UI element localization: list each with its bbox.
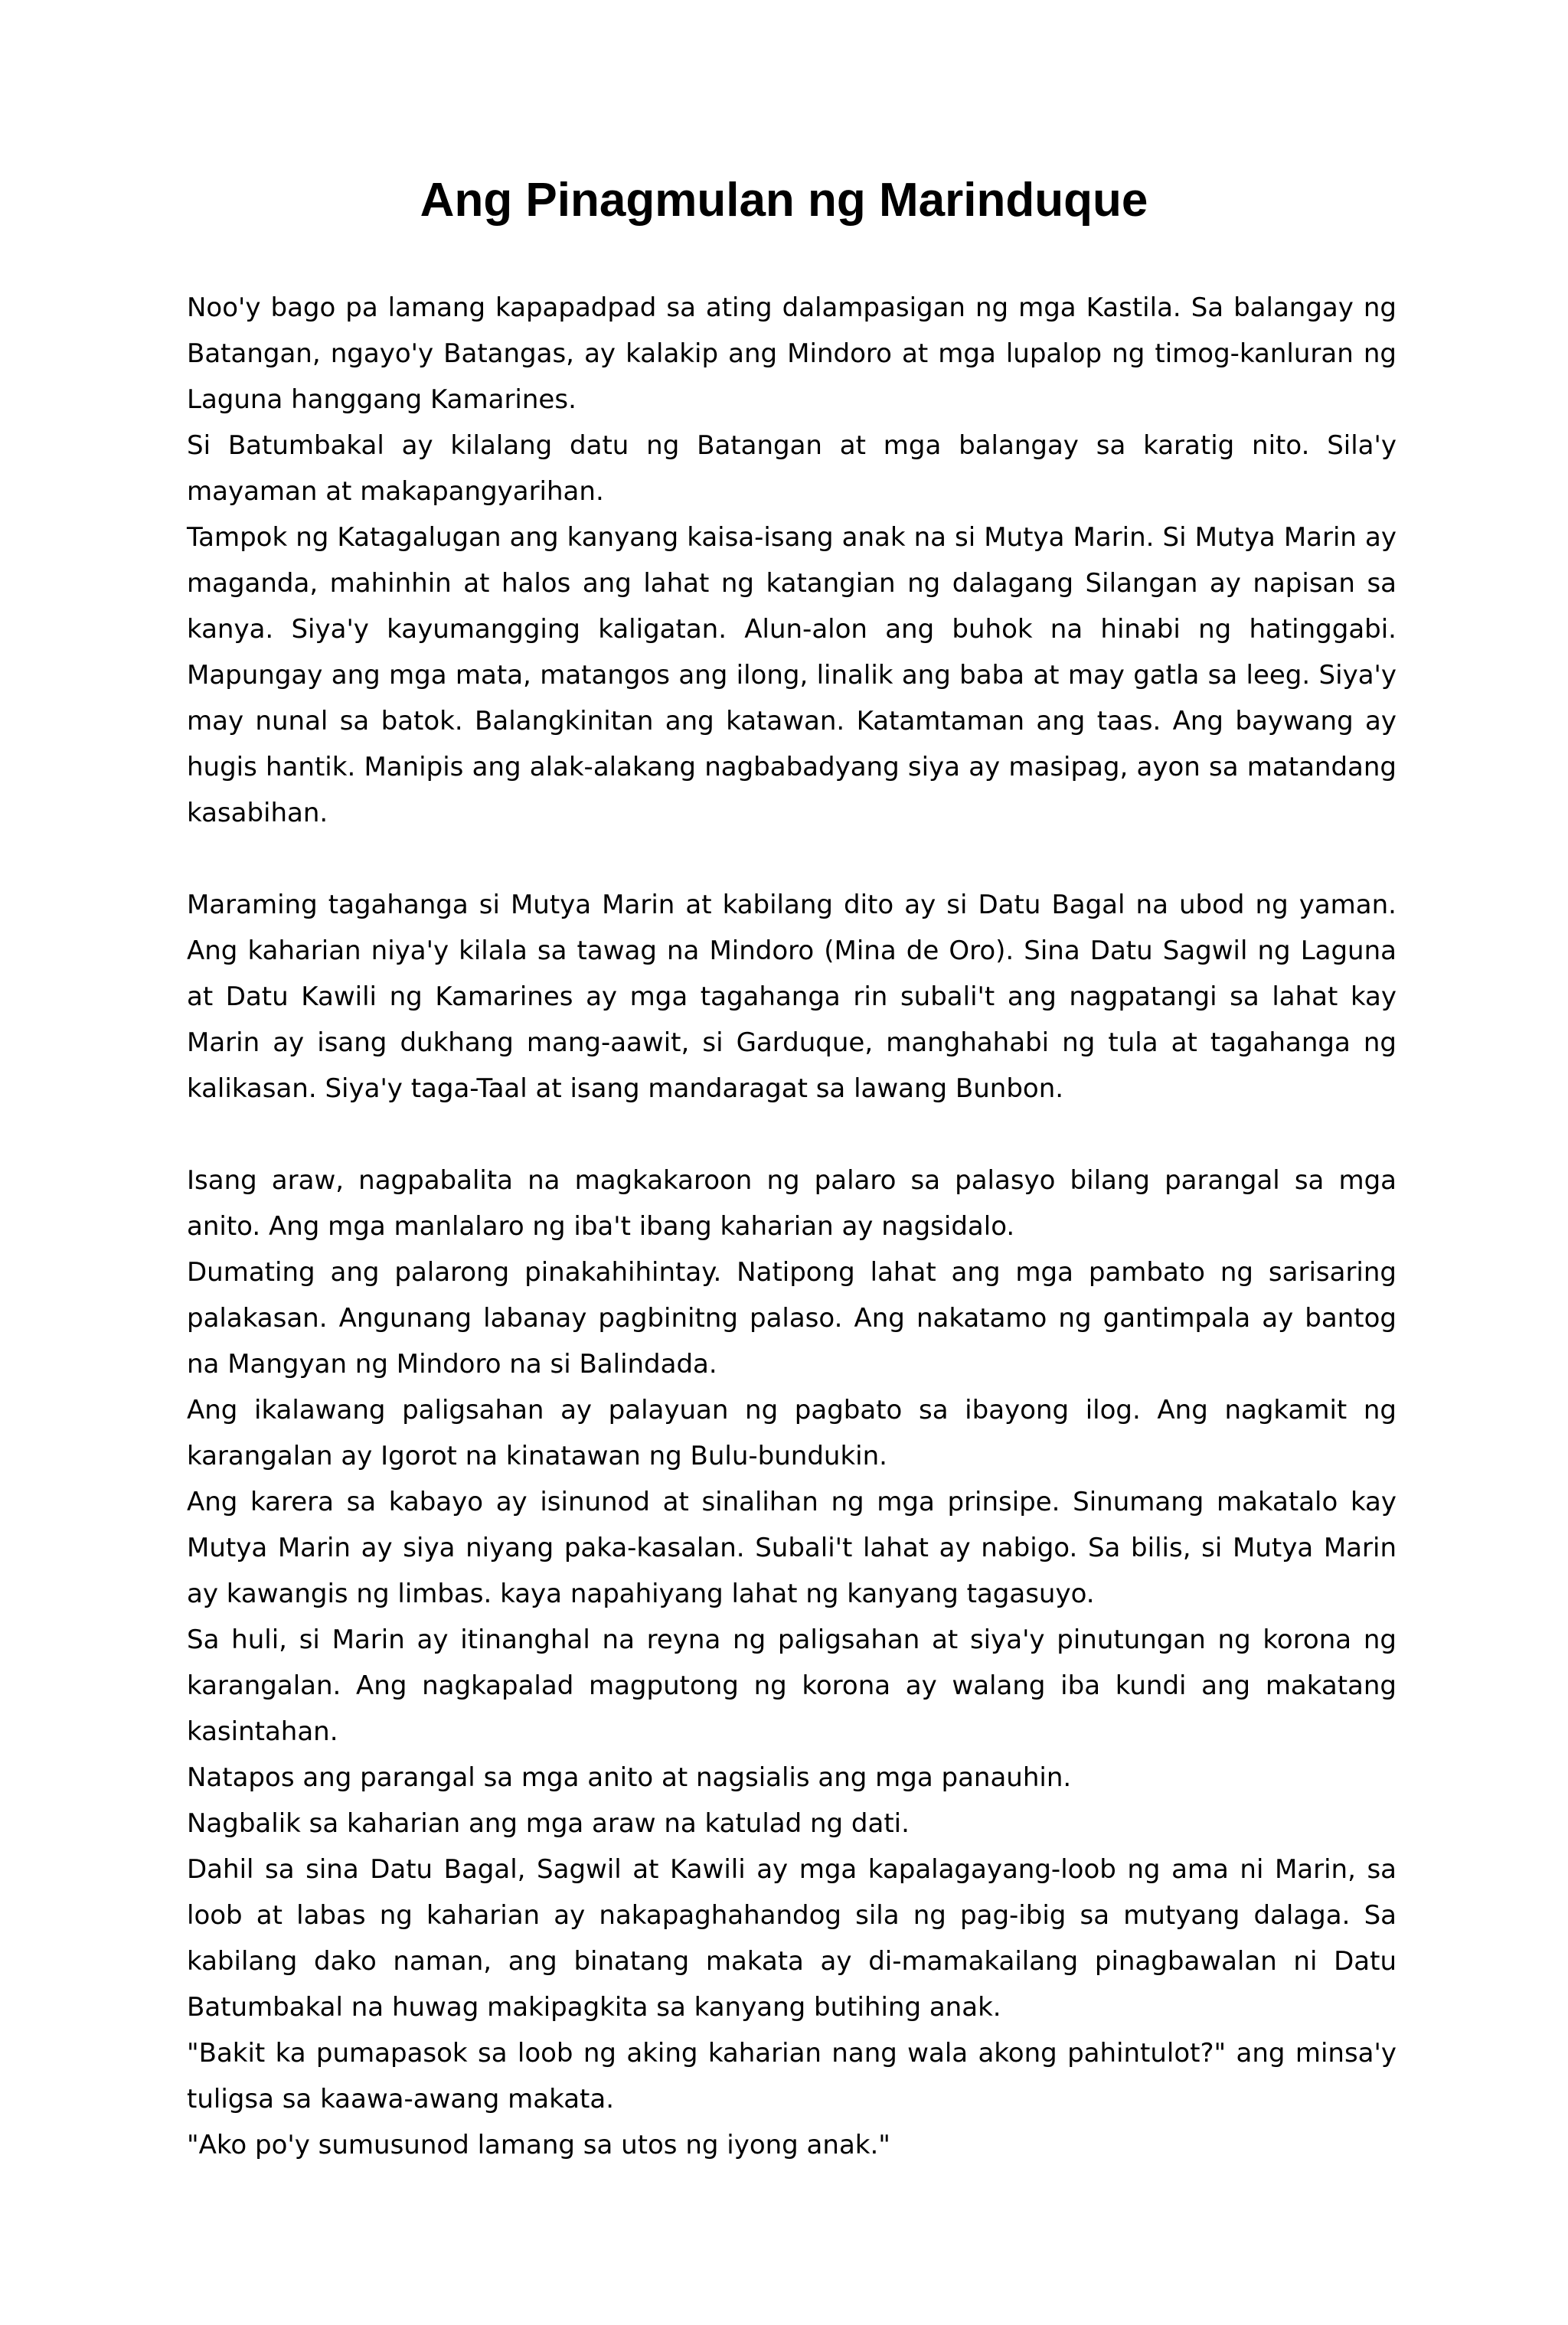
- paragraph: Isang araw, nagpabalita na magkakaroon ng palaro sa palasyo bilang parangal sa mga anito. Ang mga manlalaro ng iba't ibang kaharian ay nagsidalo.: [187, 1165, 1396, 1242]
- paragraph: Tampok ng Katagalugan ang kanyang kaisa-isang anak na si Mutya Marin. Si Mutya Marin ay maganda, mahinhin at halos ang lahat ng katangian ng dalagang Silangan ay napisan sa kanya. Siya'y kayumangging kaligatan. Alun-alon ang buhok na hinabi ng hatinggabi. Mapungay ang mga mata, matangos ang ilong, linalik ang baba at may gatla sa leeg. Siya'y may nunal sa batok. Balangkinitan ang katawan. Katamtaman ang taas. Ang baywang ay hugis hantik. Manipis ang alak-alakang nagbabadyang siya ay masipag, ayon sa matandang kasabihan.: [187, 522, 1396, 828]
- body-text: [187, 285, 1396, 2168]
- paragraph: Ang karera sa kabayo ay isinunod at sinalihan ng mga prinsipe. Sinumang makatalo kay Mutya Marin ay siya niyang paka-kasalan. Subali't lahat ay nabigo. Sa bilis, si Mutya Marin ay kawangis ng limbas. kaya napahiyang lahat ng kanyang tagasuyo.: [187, 1487, 1396, 1609]
- paragraph: Nagbalik sa kaharian ang mga araw na katulad ng dati.: [187, 1808, 910, 1839]
- paragraph-spacer: [187, 836, 1396, 882]
- paragraph: Sa huli, si Marin ay itinanghal na reyna ng paligsahan at siya'y pinutungan ng korona ng karangalan. Ang nagkapalad magputong ng korona ay walang iba kundi ang makatang kasintahan.: [187, 1625, 1396, 1747]
- paragraph: Natapos ang parangal sa mga anito at nagsialis ang mga panauhin.: [187, 1762, 1072, 1793]
- paragraph: Ang ikalawang paligsahan ay palayuan ng pagbato sa ibayong ilog. Ang nagkamit ng karangalan ay Igorot na kinatawan ng Bulu-bundukin.: [187, 1395, 1396, 1471]
- paragraph: Si Batumbakal ay kilalang datu ng Batangan at mga balangay sa karatig nito. Sila'y mayaman at makapangyarihan.: [187, 430, 1396, 507]
- paragraph: "Bakit ka pumapasok sa loob ng aking kaharian nang wala akong pahintulot?" ang minsa'y tuligsa sa kaawa-awang makata.: [187, 2038, 1396, 2114]
- paragraph-spacer: [187, 1112, 1396, 1158]
- paragraph: Dahil sa sina Datu Bagal, Sagwil at Kawili ay mga kapalagayang-loob ng ama ni Marin, sa loob at labas ng kaharian ay nakapaghahandog sila ng pag-ibig sa mutyang dalaga. Sa kabilang dako naman, ang binatang makata ay di-mamakailang pinagbawalan ni Datu Batumbakal na huwag makipagkita sa kanyang butihing anak.: [187, 1854, 1396, 2023]
- paragraph: "Ako po'y sumusunod lamang sa utos ng iyong anak.": [187, 2130, 890, 2160]
- paragraph: Dumating ang palarong pinakahihintay. Natipong lahat ang mga pambato ng sarisaring palakasan. Angunang labanay pagbinitng palaso. Ang nakatamo ng gantimpala ay bantog na Mangyan ng Mindoro na si Balindada.: [187, 1257, 1396, 1380]
- paragraph: Noo'y bago pa lamang kapapadpad sa ating dalampasigan ng mga Kastila. Sa balangay ng Batangan, ngayo'y Batangas, ay kalakip ang Mindoro at mga lupalop ng timog-kanluran ng Laguna hanggang Kamarines.: [187, 292, 1396, 415]
- paragraph: Maraming tagahanga si Mutya Marin at kabilang dito ay si Datu Bagal na ubod ng yaman. Ang kaharian niya'y kilala sa tawag na Mindoro (Mina de Oro). Sina Datu Sagwil ng Laguna at Datu Kawili ng Kamarines ay mga tagahanga rin subali't ang nagpatangi sa lahat kay Marin ay isang dukhang mang-aawit, si Garduque, manghahabi ng tula at tagahanga ng kalikasan. Siya'y taga-Taal at isang mandaragat sa lawang Bunbon.: [187, 890, 1396, 1104]
- page-title: Ang Pinagmulan ng Marinduque: [420, 174, 1148, 227]
